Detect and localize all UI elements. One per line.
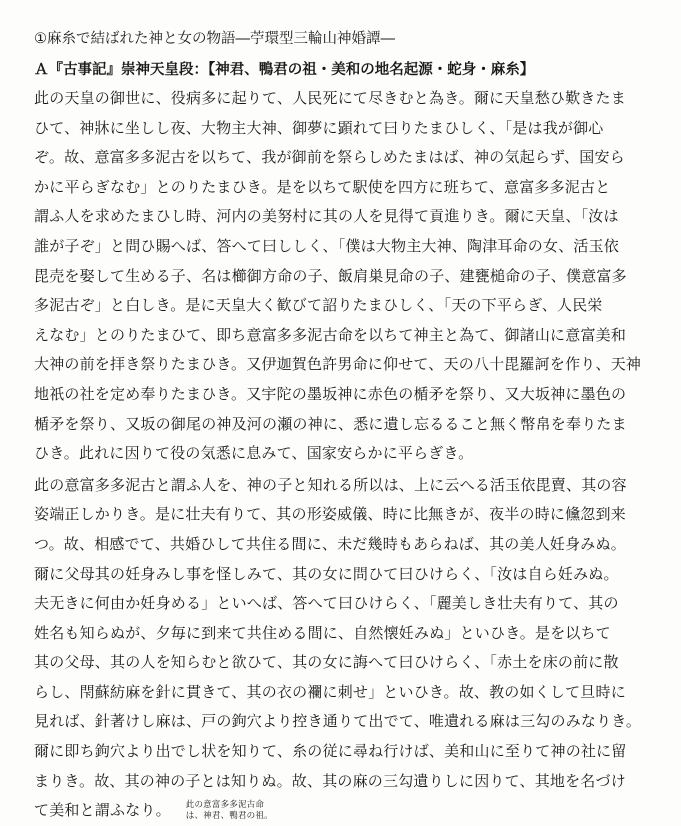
text-line: 此の天皇の御世に、役病多に起りて、人民死にて尽きむと為き。爾に天皇愁ひ歎きたま <box>34 89 626 107</box>
text-line: 夫无きに何由か妊身める」といへば、答へて曰ひけらく、「麗美しき壮夫有りて、其の <box>34 594 619 613</box>
text-line: 其の父母、其の人を知らむと欲ひて、其の女に誨へて曰ひけらく、「赤土を床の前に散 <box>34 653 619 672</box>
text-line: 姓名も知らぬが、夕毎に到来て共住める間に、自然懐妊みぬ」といひき。是を以ちて <box>34 623 611 642</box>
text-line: ひき。此れに因りて役の気悉に息みて、国家安らかに平らぎき。 <box>34 444 474 463</box>
text-line: 此の意富多多泥古と謂ふ人を、神の子と知れる所以は、上に云へる活玉依毘賣、其の容 <box>34 475 627 494</box>
footnote-line-2: は、神君、鴨君の祖。 <box>185 811 273 822</box>
text-line: ひて、神牀に坐しし夜、大物主大神、御夢に顕れて曰りたまひしく、「是は我が御心 <box>34 118 604 137</box>
paragraph-2 <box>34 471 657 826</box>
text-line: 爾に即ち鉤穴より出でし状を知りて、糸の従に尋ね行けば、美和山に至りて神の社に留 <box>34 742 627 761</box>
last-line-text: て美和と謂ふなり。 <box>34 801 171 820</box>
text-line: 毘売を娶して生める子、名は櫛御方命の子、飯肩巣見命の子、建甕槌命の子、僕意富多 <box>34 266 627 285</box>
text-line: えなむ」とのりたまひて、即ち意富多多泥古命を以ちて神主と為て、御諸山に意富美和 <box>34 325 627 344</box>
section-heading: Ａ『古事記』崇神天皇段：【神君、鴨君の祖・美和の地名起源・蛇身・麻糸】 <box>34 61 535 78</box>
text-line: まりき。故、其の神の子とは知りぬ。故、其の麻の三勾遺りしに因りて、其地を名づけ <box>34 771 626 790</box>
text-line: 謂ふ人を求めたまひし時、河内の美努村に其の人を見得て貢進りき。爾に天皇、「汝は <box>34 207 619 226</box>
page-title: ①麻糸で結ばれた神と女の物語―苧環型三輪山神婚譚― <box>34 31 395 47</box>
footnote-line-1: 此の意富多多泥古命 <box>185 800 265 811</box>
text-line: 誰が子ぞ」と問ひ賜へば、答へて曰ししく、「僕は大物主大神、陶津耳命の女、活玉依 <box>34 236 620 255</box>
last-line <box>34 796 657 826</box>
text-line: らし、閇蘇紡麻を針に貫きて、其の衣の襴に刺せ」といひき。故、教の如くして旦時に <box>34 682 626 701</box>
text-line: 見れば、針著けし麻は、戸の鉤穴より控き通りて出でて、唯遺れる麻は三勾のみなりき。 <box>34 712 642 731</box>
text-line: 大神の前を拝き祭りたまひき。又伊迦賀色許男命に仰せて、天の八十毘羅訶を作り、天神 <box>34 355 642 374</box>
text-line: かに平らぎなむ」とのりたまひき。是を以ちて駅使を四方に班ちて、意富多多泥古と <box>34 177 611 196</box>
paragraph-1 <box>34 84 657 469</box>
text-line: 姿端正しかりき。是に壮夫有りて、其の形姿威儀、時に比無きが、夜半の時に儵忽到来 <box>34 505 626 524</box>
text-line: 楯矛を祭り、又坂の御尾の神及河の瀬の神に、悉に遺し忘るること無く幣帛を奉りたま <box>34 414 627 433</box>
text-line: ぞ。故、意富多多泥古を以ちて、我が御前を祭らしめたまはば、神の気起らず、国安ら <box>34 148 625 167</box>
text-line: 地祇の社を定め奉りたまひき。又宇陀の墨坂神に赤色の楯矛を祭り、又大坂神に墨色の <box>34 384 627 403</box>
text-line: つ。故、相感でて、共婚ひして共住る間に、未だ幾時もあらねば、其の美人妊身みぬ。 <box>34 534 626 553</box>
text-line: 多泥古ぞ」と白しき。是に天皇大く歓びて詔りたまひしく、「天の下平らぎ、人民栄 <box>34 296 603 315</box>
text-line: 爾に父母其の妊身みし事を怪しみて、其の女に問ひて曰ひけらく、「汝は自ら妊みぬ。 <box>34 564 619 583</box>
footnote <box>186 800 273 822</box>
